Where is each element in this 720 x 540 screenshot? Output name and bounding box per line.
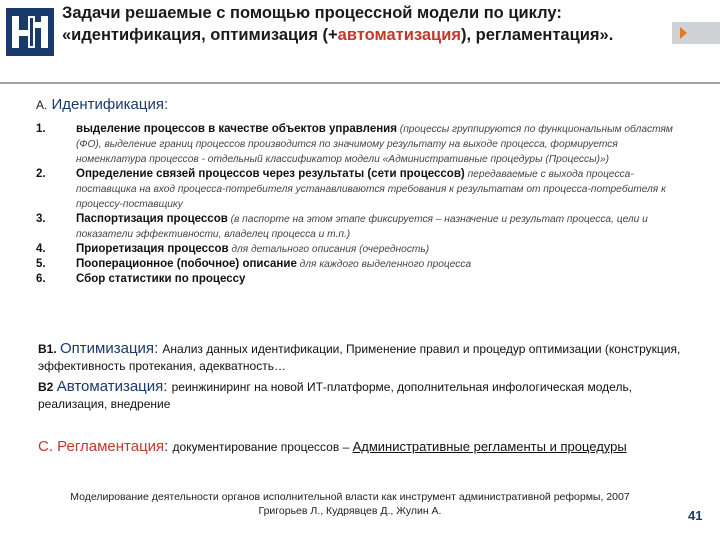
title-text-start: Задачи решаемые с помощью процессной модели по циклу: «идентификация, оптимизация (+	[62, 4, 562, 44]
item-number: 1.	[36, 123, 46, 135]
item-note: для каждого выделенного процесса	[296, 259, 472, 270]
list-item	[36, 167, 676, 212]
header-divider	[0, 82, 720, 84]
item-title: выделение процессов в качестве объектов управления	[76, 123, 397, 135]
footer	[20, 490, 680, 518]
section-a-letter: A.	[36, 98, 48, 112]
item-number: 4.	[36, 243, 46, 255]
item-number: 6.	[36, 273, 46, 285]
item-title: Пооперационное (побочное) описание	[76, 258, 297, 270]
section-b2-colon: :	[163, 378, 172, 395]
list-item	[36, 257, 676, 272]
list-item	[36, 122, 676, 167]
list-item	[36, 272, 676, 287]
section-b2-prefix: B2	[38, 380, 57, 394]
section-b1-prefix: B1.	[38, 342, 61, 356]
section-c	[38, 438, 688, 456]
item-number: 3.	[36, 213, 46, 225]
item-number: 2.	[36, 168, 46, 180]
footer-line-2: Григорьев Л., Кудрявцев Д., Жулин А.	[258, 505, 442, 517]
item-title: Определение связей процессов через результаты (сети процессов)	[76, 168, 465, 180]
section-b1-colon: :	[154, 340, 163, 357]
section-b1	[38, 340, 688, 375]
item-note: передаваемые с выхода процесса-поставщика на вход процесса-потребителя устанавливаются требования к результатам от процесса-потребителя к процессу-поставщику	[76, 169, 666, 210]
page-number: 41	[688, 508, 703, 523]
title-text-end: ), регламентация».	[460, 26, 614, 44]
arrow-right-icon	[680, 27, 687, 39]
item-note: (в паспорте на этом этапе фиксируется – назначение и результат процесса, цели и показатели эффективности, владелец процесса и т.п.)	[76, 214, 648, 240]
section-b1-title: Оптимизация	[60, 340, 155, 357]
item-title: Паспортизация процессов	[76, 213, 228, 225]
section-c-colon: :	[164, 438, 173, 455]
list-item	[36, 242, 676, 257]
item-title: Сбор статистики по процессу	[76, 273, 246, 285]
section-b1-text: Анализ данных идентификации, Применение правил и процедур оптимизации (конструкция, эффективность протекания, адекватность…	[38, 342, 681, 373]
university-logo	[6, 8, 54, 56]
section-a-heading	[36, 96, 168, 113]
identification-steps-list	[36, 122, 676, 287]
section-c-underlined: Административные регламенты и процедуры	[352, 439, 627, 454]
item-note: для детального описания (очередность)	[228, 244, 430, 255]
slide-title	[62, 2, 672, 46]
footer-line-1: Моделирование деятельности органов исполнительной власти как инструмент административной реформы, 2007	[70, 491, 630, 503]
section-b2-text: реинжиниринг на новой ИТ-платформе, дополнительная инфологическая модель, реализация, внедрение	[38, 380, 633, 411]
list-item	[36, 212, 676, 242]
section-b2	[38, 378, 688, 413]
item-number: 5.	[36, 258, 46, 270]
title-highlight: автоматизация	[337, 26, 461, 44]
section-c-text: документирование процессов –	[172, 440, 353, 454]
item-note: (процессы группируются по функциональным областям (ФО), выделение границ процессов производится по значимому результату на выходе процесса, формируется номенклатура процессов - отдельный классификатор модели «Административные процедуры (Процессы)»)	[76, 124, 673, 165]
section-a-title: Идентификация:	[47, 96, 169, 113]
section-b2-title: Автоматизация	[56, 378, 164, 395]
item-title: Приоретизация процессов	[76, 243, 229, 255]
section-c-title: C. Регламентация	[38, 438, 165, 455]
